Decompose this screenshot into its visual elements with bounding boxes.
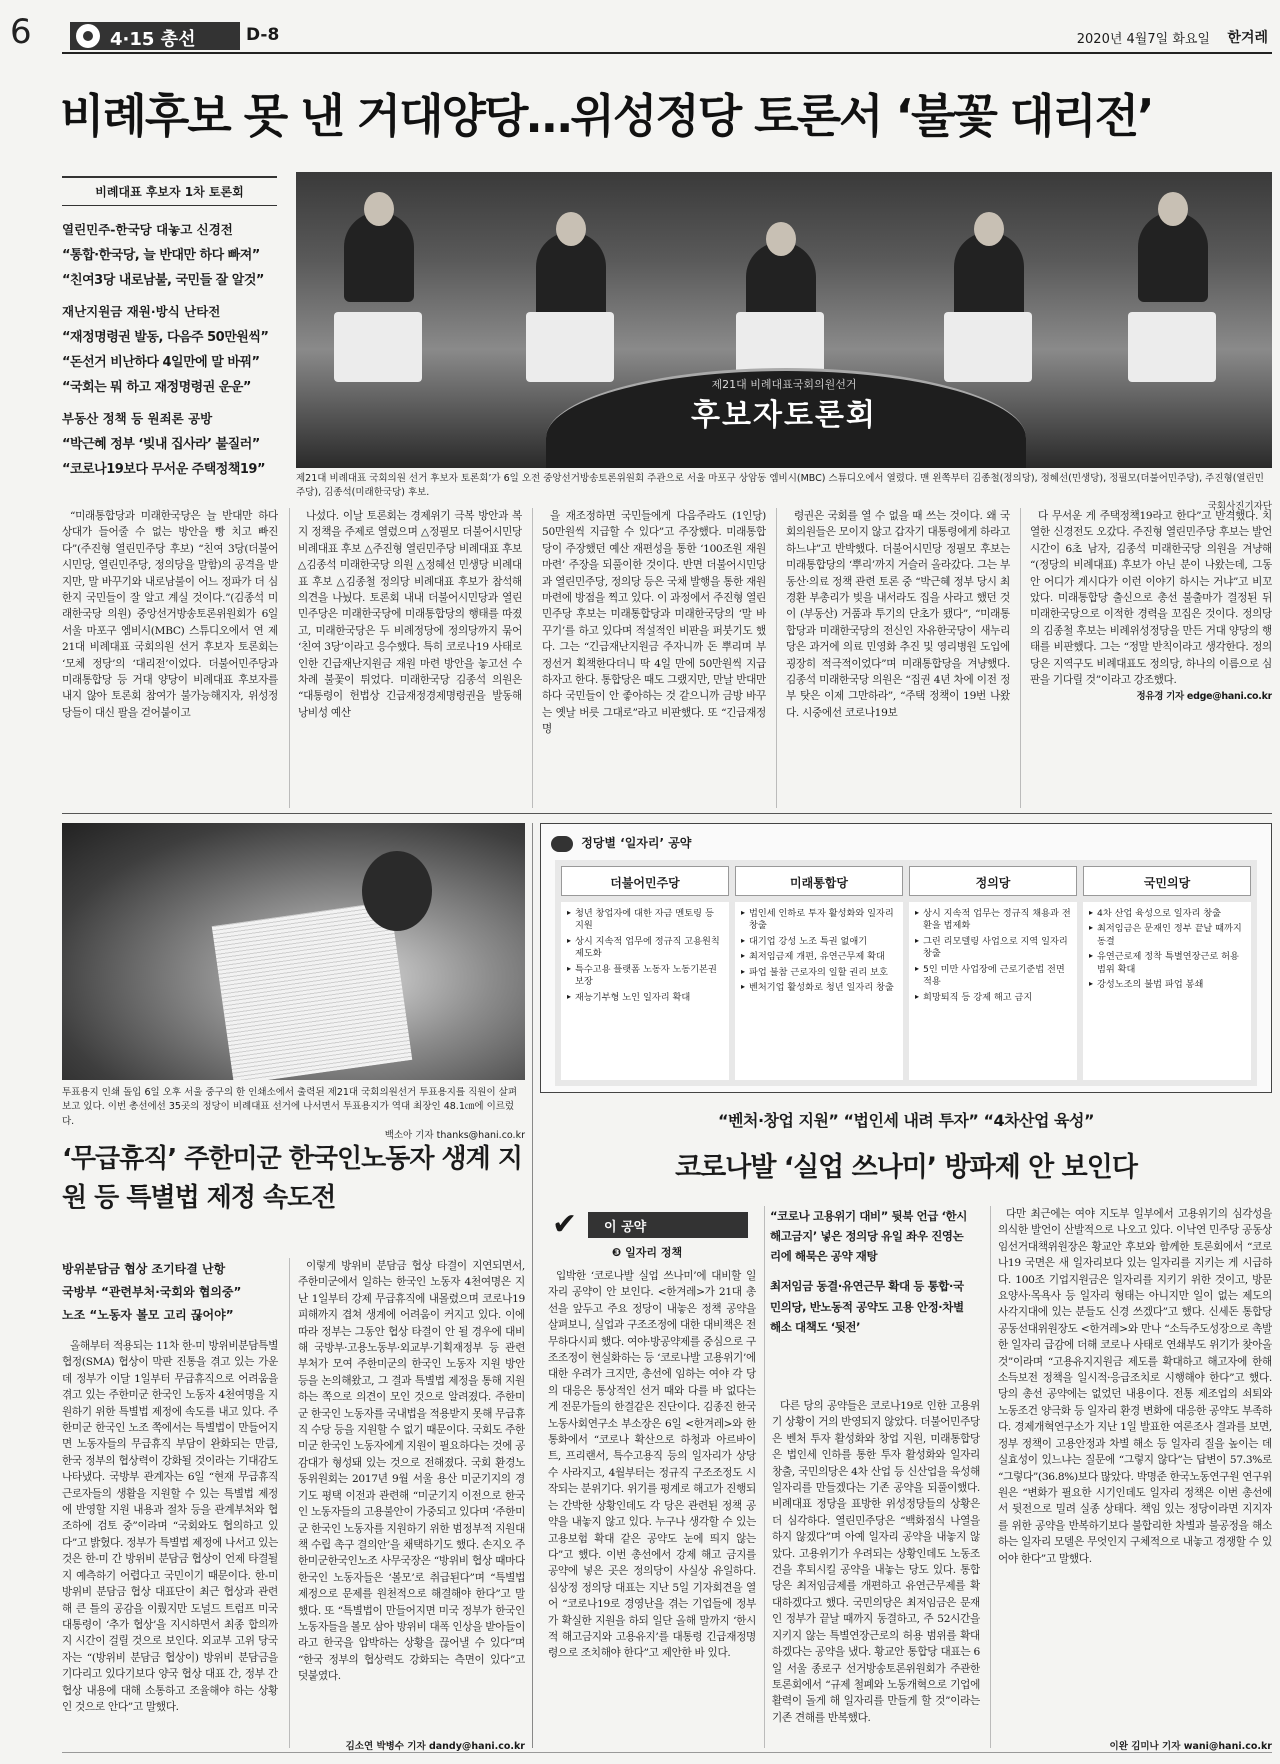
article-column — [786, 508, 1010, 808]
caption-text: 제21대 비례대표 국회의원 선거 후보자 토론회’가 6일 오전 중앙선거방송토론위원회 주관으로 서울 마포구 상암동 엠비시(MBC) 스튜디오에서 열렸다. 맨 왼쪽부터 김종철(정의당), 정혜선(민생당), 정필모(더불어민주당), 주진형(열린민주당), 김종석(미래한국당) 후보. — [296, 473, 1264, 498]
caption-text: 투표용지 인쇄 돌입 6일 오후 서울 중구의 한 인쇄소에서 출력된 제21대 국회의원선거 투표용지를 직원이 살펴보고 있다. 이번 총선에선 35곳의 정당이 비례대표 선거에 나서면서 투표용지가 역대 최장인 48.1㎝에 이르렀다. — [62, 1087, 518, 1127]
debate-summary-box — [62, 176, 277, 483]
party-name: 정의당 — [909, 866, 1077, 896]
jobs-subtitle: “코로나 고용위기 대비” 뒷북 언급 ‘한시 해고금지’ 넣은 정의당 유일 좌우 진영논리에 해묵은 공약 재탕 — [770, 1209, 967, 1264]
pledge-item: ▸ 희망퇴직 등 강제 해고 금지 — [915, 992, 1071, 1004]
usfk-subtitles — [62, 1258, 277, 1326]
column-divider — [289, 508, 290, 808]
usfk-subtitle: 방위분담금 협상 조기타결 난항 — [62, 1262, 226, 1276]
masthead-rule — [62, 52, 1272, 54]
summary-quote: “재정명령권 발동, 다음주 50만원씩” — [62, 330, 269, 345]
debate-photo — [296, 172, 1272, 468]
article-text: 이렇게 방위비 분담금 협상 타결이 지연되면서, 주한미군에서 일하는 한국인 노동자 4천여명은 지난 1일부터 강제 무급휴직에 내몰렸으며 코로나19 피해까지 겹쳐 생계에 어려움이 커지고 있다. 이에 따라 정부는 그동안 협상 타결이 안 될 경우에 대비해 국방부·고용노동부·외교부·기획재정부 등 관련 부처가 모여 주한미군의 한국인 노동자 지원 방안 등을 논의해왔고, 그 결과 특별법 제정을 통해 지원하는 쪽으로 의견이 모인 것으로 알려졌다. 주한미군 한국인 노동자를 국내법을 적용받지 못해 무급휴직 수당 등을 지원할 수 없기 때문이다. 국회도 주한미군 한국인 노동자에게 지원이 필요하다는 것에 공감대가 형성돼 있는 것으로 전해졌다. 국회 환경노동위원회는 2017년 9월 서울 용산 미군기지의 경기도 평택 이전과 관련해 “미군기지 이전으로 한국인 노동자들의 고용불안이 가중되고 있다며 ‘주한미군 한국인 노동자를 지원하기 위한 범정부적 지원대책 수립 촉구 결의안’을 채택하기도 했다. 손지오 주한미군한국인노조 사무국장은 “방위비 협상 때마다 한국인 노동자들은 ‘볼모’로 취급된다”며 “특별법 제정으로 문제를 원천적으로 해결해야 한다”고 말했다. 또 “특별법이 만들어지면 미국 정부가 한국인 노동자들을 볼모 삼아 방위비 대폭 인상을 받아들이라고 한국을 압박하는 상황을 끊어낼 수 있다”며 “한국 정부의 협상력도 강화되는 측면이 있다”고 덧붙였다. — [298, 1260, 525, 1683]
article-column — [298, 1258, 525, 1736]
column-divider — [990, 1206, 991, 1748]
candidate-head — [974, 212, 1004, 246]
podium — [526, 312, 614, 382]
article-column — [62, 1338, 278, 1748]
article-text: 다른 당의 공약들은 코로나19로 인한 고용위기 상황이 거의 반영되지 않았다. 더불어민주당은 벤처 투자 활성화와 창업 지원, 미래통합당은 법인세 인하를 통한 투자 활성화와 일자리 창출, 국민의당은 4차 산업 등 신산업을 육성해 일자리를 만들겠다는 기존 공약을 되풀이했다. 비례대표 정당을 표방한 위성정당들의 상황은 더 심각하다. 열린민주당은 “백화점식 나열을 하지 않겠다”며 아예 일자리 공약을 내놓지 않았다. 고용위기가 우려되는 상황인데도 노동조건을 후퇴시킬 공약을 내놓는 당도 있다. 통합당은 최저임금제를 개편하고 유연근무제를 확대하겠다고 했다. 국민의당은 최저임금은 문재인 정부가 끝날 때까지 동결하고, 주 52시간을 지키지 않는 특별연장근로의 허용 범위를 확대하겠다는 공약을 냈다. 황교안 통합당 대표는 6일 서울 종로구 선거방송토론위원회가 주관한 토론회에서 “규제 철폐와 노동개혁으로 기업에 활력이 돌게 해 일자리를 만들게 할 것”이라는 기존 견해를 반복했다. — [772, 1400, 980, 1724]
pledge-item: ▸ 최저임금은 문재인 정부 끝날 때까지 동결 — [1089, 923, 1245, 948]
article-column — [542, 508, 766, 808]
pledge-item: ▸ 4차 산업 육성으로 일자리 창출 — [1089, 908, 1245, 920]
article-text: 입박한 ‘코로나발 실업 쓰나미’에 대비할 일자리 공약이 안 보인다. <한겨레>가 21대 총선을 앞두고 주요 정당이 내놓은 정책 공약을 살펴보니, 실업과 구조조정에 대한 대비책은 전무하다시피 했다. 여야·방공약제를 중심으로 구조조정이 현실화하는 등 ‘코로나발 고용위기’에 대한 우려가 크지만, 총선에 임하는 여야 각 당의 대응은 통상적인 선거 때와 다를 바 없다는 게 전문가들의 한결같은 진단이다. 김종진 한국노동사회연구소 부소장은 6일 <한겨레>와 한 통화에서 “코로나 확산으로 하청과 아르바이트, 프리랜서, 특수고용직 등의 일자리가 상당수 사라지고, 4월부터는 정규직 구조조정도 시작되는 분위기다. 위기를 평계로 해고가 진행되는 간박한 상황인데도 각 당은 관련된 정책 공약을 내놓지 않고 있다. 누구나 생각할 수 있는 고용보험 확대 같은 공약도 눈에 띄지 않는다”고 했다. 이번 총선에서 강제 해고 금지를 공약에 넣은 곳은 정의당이 사실상 유일하다. 심상정 정의당 대표는 지난 5일 기자회견을 열어 “코로나19로 경영난을 겪는 기업들에 정부가 확실한 지원을 하되 일단 올해 말까지 ‘한시적 해고금지와 고용유지’를 대통령 긴급재정명령으로 조치해야 한다”고 제안한 바 있다. — [548, 1270, 756, 1660]
summary-group — [62, 220, 277, 288]
pledge-subtitle: ❸ 일자리 정책 — [612, 1246, 683, 1259]
ballot-sheet — [212, 901, 413, 1080]
candidate-head — [364, 192, 394, 226]
pledge-tab: 이 공약 — [588, 1212, 748, 1238]
ballot-print-photo — [62, 823, 525, 1080]
article-text: 다 무서운 게 주택정책19라고 한다”고 반격했다. 치열한 신경전도 오갔다. 주진형 열린민주당 후보는 발언 시간이 6초 남자, 김종석 미래한국당 의원을 겨냥해 “(정당의 비례대표) 후보가 아닌 분이 나왔는데, 그동안 어디가 계시다가 이런 이야기 하시는 거냐”고 비꼬았다. 미래통합당 출신으로 총선 불출마가 결정된 뒤 미래한국당으로 이적한 경력을 꼬집은 것이다. 정의당의 김종철 후보는 비례위성정당을 만든 거대 양당의 행태를 비판했다. 그는 “정말 반칙이라고 생각한다. 정의당은 지역구도 비례대표도 정의당, 하나의 이름으로 심판을 기다릴 것”이라고 강조했다. — [1030, 510, 1272, 687]
summary-header: 비례대표 후보자 1차 토론회 — [62, 176, 277, 206]
summary-group — [62, 302, 277, 395]
jobs-quote-line: “벤처·창업 지원” “법인세 내려 투자” “4차산업 육성” — [718, 1111, 1094, 1130]
pledge-list — [561, 902, 729, 1080]
pledge-item: ▸ 상시 지속적 업무에 정규직 고용원칙 제도화 — [567, 936, 723, 961]
party-name: 더불어민주당 — [561, 866, 729, 896]
pledge-item: ▸ 그린 리모델링 사업으로 지역 일자리 창출 — [915, 936, 1071, 961]
pledge-item: ▸ 청년 창업자에 대한 자금 멘토링 등 지원 — [567, 908, 723, 933]
party-name: 국민의당 — [1083, 866, 1251, 896]
summary-group-title: 부동산 정책 등 원죄론 공방 — [62, 411, 213, 426]
summary-group-title: 재난지원금 재원·방식 난타전 — [62, 304, 221, 319]
byline: 김소연 박병수 기자 dandy@hani.co.kr — [345, 1741, 525, 1752]
pledge-list — [735, 902, 903, 1080]
jobs-box-title — [551, 834, 691, 852]
party-column — [1083, 866, 1251, 1080]
article-text: 나섰다. 이날 토론회는 경제위기 극복 방안과 복지 정책을 주제로 열렸으며 △정필모 더불어시민당 비례대표 후보 △주진형 열린민주당 비례대표 후보 △김종석 미래한국당 의원 △정혜선 민생당 비례대표 후보 △김종철 정의당 비례대표 후보가 참석해 의견을 나눴다. 토론회 내내 더불어시민당과 열린민주당은 미래한국당에 미래통합당의 행태를 따졌고, 미래한국당은 두 비례정당에 정의당까지 묶어 ‘친여 3당’이라고 응수했다. 특히 코로나19 사태로 인한 긴급재난지원금 재원 마련 방안을 놓고선 수차례 불꽃이 튀었다. 미래한국당 김종석 의원은 “대통령이 헌법상 긴급재정경제명령권을 발동해 낭비성 예산 — [298, 510, 522, 719]
pledge-item: ▸ 강성노조의 불법 파업 봉쇄 — [1089, 979, 1245, 991]
pledge-item: ▸ 유연근로제 정착 특별연장근로 허용범위 확대 — [1089, 951, 1245, 976]
column-divider — [532, 823, 533, 1748]
summary-quote: “친여3당 내로남불, 국민들 잘 알것” — [62, 273, 264, 288]
party-column — [561, 866, 729, 1080]
checkmark-icon: ✔ — [552, 1207, 578, 1242]
pledge-list — [1083, 902, 1251, 1080]
byline: 정유경 기자 edge@hani.co.kr — [1136, 691, 1272, 703]
masthead — [0, 0, 1280, 52]
podium — [944, 312, 1032, 382]
jobs-headline: 코로나발 ‘실업 쓰나미’ 방파제 안 보인다 — [675, 1152, 1137, 1183]
summary-quote: “돈선거 비난하다 4일만에 말 바꿔” — [62, 355, 260, 370]
podium — [1128, 312, 1216, 382]
party-column — [735, 866, 903, 1080]
pledge-item: ▸ 법인세 인하로 투자 활성화와 일자리 창출 — [741, 908, 897, 933]
article-column — [548, 1268, 756, 1748]
stage-title: 후보자토론회 — [691, 398, 877, 433]
pledge-item: ▸ 재능기부형 노인 일자리 확대 — [567, 992, 723, 1004]
article-text: 령권은 국회를 열 수 없을 때 쓰는 것이다. 왜 국회의원들은 모이지 않고 갑자기 대통령에게 하라고 하느냐”고 반박했다. 더불어시민당 정필모 후보는 미래통합당의 ‘뿌리’까지 거슬러 올라갔다. 그는 부동산·의료 정책 관련 토론 중 “박근혜 정부 당시 최경환 부총리가 빚을 내서라도 집을 사라고 했던 것이 (부동산) 거품과 투기의 단초가 됐다”, “미래통합당과 미래한국당의 전신인 자유한국당이 새누리당은 과거에 의료 민영화 추진 및 영리병원 도입에 굉장히 적극적이었다”며 미래통합당을 겨냥했다. 김종석 미래한국당 의원은 “집권 4년 차에 이전 정부 탓은 이제 그만하라”, “주택 정책이 19번 나왔다. 시중에선 코로나19보 — [786, 510, 1010, 719]
column-divider — [289, 1258, 290, 1748]
main-headline: 비례후보 못 낸 거대양당…위성정당 토론서 ‘불꽃 대리전’ — [60, 89, 1153, 143]
column-divider — [764, 1206, 765, 1748]
summary-group — [62, 409, 277, 477]
podium — [334, 312, 422, 382]
pledge-item: ▸ 파업 불참 근로자의 일할 권리 보호 — [741, 967, 897, 979]
summary-quote: “박근혜 정부 ‘빚내 집사라’ 불질러” — [62, 437, 260, 452]
section-divider — [62, 813, 1272, 814]
label-badge-icon — [551, 836, 573, 852]
article-column — [998, 1206, 1272, 1734]
column-divider — [776, 508, 777, 808]
usfk-subtitle: 노조 “노동자 볼모 고리 끊어야” — [62, 1307, 234, 1322]
article-text: “미래통합당과 미래한국당은 늘 반대만 하다 상대가 들어줄 수 없는 방안을 빵 치고 빠진다”(주진형 열린민주당 후보) “친여 3당(더불어시민당, 열린민주당, 정의당을 말함)의 공격을 받지만, 말 바꾸기와 내로남불이 어느 정파가 더 심한지 국민들이 잘 알고 계실 것이다.”(김종석 미래한국당 의원) 중앙선거방송토론위원회가 6일 서울 마포구 엠비시(MBC) 스튜디오에서 연 제21대 비례대표 국회의원 선거 후보자 토론회는 ‘모체 정당’의 ‘대리전’이었다. 더불어민주당과 미래통합당 등 거대 양당이 비례대표 후보자를 내지 않아 토론회 참여가 불가능해지자, 위성정당들이 대신 팔을 걷어붙이고 — [62, 510, 278, 719]
pledge-item: ▸ 벤처기업 활성화로 청년 일자리 창출 — [741, 982, 897, 994]
party-column — [909, 866, 1077, 1080]
section-logo-icon — [76, 24, 100, 48]
usfk-headline: ‘무급휴직’ 주한미군 한국인노동자 생계 지원 등 특별법 제정 속도전 — [62, 1144, 522, 1213]
summary-quote: “국회는 뭐 하고 재정명령권 운운” — [62, 380, 251, 395]
candidate-head — [556, 212, 586, 246]
jobs-subtitle: 최저임금 동결·유연근무 확대 등 통합·국민의당, 반노동적 공약도 고용 안정·차별 해소 대책도 ‘뒷전’ — [770, 1279, 964, 1334]
section-label: 4·15 총선 — [110, 29, 196, 50]
paper-name: 한겨레 — [1227, 30, 1268, 46]
candidate-head — [1158, 192, 1188, 226]
article-text: 다만 최근에는 여야 지도부 일부에서 고용위기의 심각성을 의식한 발언이 산발적으로 나오고 있다. 이낙연 민주당 공동상임선거대책위원장은 황교안 후보와 함께한 토론회에서 “코로나19 국면은 새 일자리보다 있는 일자리를 지키는 게 시급하다. 100조 기업지원금은 일자리를 지키기 위한 것이고, 방문요양사·목욕사 등 일자리 형태는 아니지만 일이 없는 제도의 사각지대에 있는 분들도 신경 쓰겠다”고 했다. 신세돈 통합당 공동선대위원장도 <한겨레>와 만나 “소득주도성장으로 촉발한 일자리 급감에 더해 코로나 사태로 연쇄부도 위기가 찾아올 것”이라며 “고용유지지원금 제도를 확대하고 해고자에 한해 소득보전 정책을 일시적·응급조치로 시행해야 한다”고 했다. 당의 총선 공약에는 없었던 내용이다. 전통 제조업의 쇠퇴와 노동조건 양극화 등 일자리 환경 변화에 대응한 공약도 부족하다. 경제개혁연구소가 지난 1일 발표한 여론조사 결과를 보면, 정부 정책이 고용안정과 차별 해소 등 일자리 질을 높이는 데 실효성이 있느냐는 질문에 “그렇지 않다”는 답변이 57.3%로 “그렇다”(36.8%)보다 많았다. 박명준 한국노동연구원 연구위원은 “변화가 필요한 시기인데도 일자리 정책은 이번 총선에서 뒷전으로 밀려 실종 상태다. 책임 있는 정당이라면 지지자를 위한 공약을 반복하기보다 불합리한 차별과 불공정을 해소하는 일자리 모델은 무엇인지 구체적으로 내놓고 경쟁할 수 있어야 한다”고 말했다. — [998, 1208, 1272, 1565]
article-text: 을 재조정하면 국민들에게 다음주라도 (1인당) 50만원씩 지급할 수 있다”고 주장했다. 미래통합당이 주장했던 예산 재편성을 통한 ‘100조원 재원 마련’ 주장을 되풀이한 것이다. 반면 더불어시민당과 열린민주당, 정의당 등은 국채 발행을 통한 재원 마련에 방점을 찍고 있다. 이 과정에서 주진형 열린민주당 후보는 미래통합당과 미래한국당의 ‘말 바꾸기’를 하고 있다며 적설적인 비판을 퍼붓기도 했다. 그는 “긴급재난지원금 주자니까 돈 뿌리며 부정선거 획책한다더니 딱 4일 만에 50만원씩 지급하자고 한다. 통합당은 때도 그랬지만, 만날 반대만 하다 국민들이 안 좋아하는 것 같으니까 금방 바꾸는 옛날 버릇 그대로”라고 비판했다. 또 “긴급재정명 — [542, 510, 766, 736]
party-jobs-pledge-box — [540, 823, 1272, 1093]
column-divider — [532, 508, 533, 808]
summary-quote: “코로나19보다 무서운 주택정책19” — [62, 462, 266, 477]
jobs-subtitles — [770, 1206, 970, 1347]
party-name: 미래통합당 — [735, 866, 903, 896]
article-column — [298, 508, 522, 808]
pledge-item: ▸ 특수고용 플랫폼 노동자 노동기본권 보장 — [567, 964, 723, 989]
pledge-series-label — [548, 1202, 756, 1260]
column-divider — [1020, 508, 1021, 808]
summary-quote: “통합·한국당, 늘 반대만 하다 빠져” — [62, 248, 260, 263]
usfk-subtitle: 국방부 “관련부처·국회와 협의중” — [62, 1284, 242, 1299]
jobs-box-title-text: 정당별 ‘일자리’ 공약 — [581, 836, 692, 850]
page-bottom-rule — [62, 1752, 1272, 1753]
worker-figure — [362, 851, 432, 931]
stage-subtitle: 제21대 비례대표국회의원선거 — [711, 378, 857, 391]
summary-group-title: 열린민주-한국당 대놓고 신경전 — [62, 222, 233, 237]
article-text: 올해부터 적용되는 11차 한-미 방위비분담특별협정(SMA) 협상이 막판 진통을 겪고 있는 가운데 정부가 이달 1일부터 무급휴직으로 어려움을 겪고 있는 주한미군 한국인 노동자 4천여명을 지원하기 위한 특별법 제정에 속도를 내고 있다. 주한미군 한국인 노조 쪽에서는 특별법이 만들어지면 노동자들의 무급휴직 부담이 완화되는 만큼, 한국 정부의 협상력이 강화될 것이라는 기대감도 나타냈다. 국방부 관계자는 6일 “현재 무급휴직 근로자들의 생활을 지원할 수 있는 특별법 제정에 반영할 지원 내용과 절차 등을 관계부처와 협조하에 검토 중”이라며 “국회와도 협의하고 있다”고 밝혔다. 정부가 특별법 제정에 나서고 있는 것은 한-미 간 방위비 분담금 협상이 언제 타결될지 예측하기 어렵다고 국민이기 때문이다. 한-미 방위비 분담금 협상 대표단이 최근 협상과 관련해 큰 틀의 공감을 이뤘지만 도널드 트럼프 미국 대통령이 ‘추가 협상’을 지시하면서 최종 합의까지 시간이 걸릴 것으로 보인다. 외교부 고위 당국자는 “(방위비 분담금 협상이) 방위비 분담금을 기다리고 있다기보다 양국 협상 대표 간, 정부 간 협상 내용에 대해 소통하고 조율해야 하는 상황인 것으로 안다”고 말했다. — [62, 1340, 278, 1713]
publication-date: 2020년 4월7일 화요일 — [1076, 32, 1210, 47]
candidate-head — [766, 222, 796, 256]
byline: 이완 김미나 기자 wani@hani.co.kr — [1109, 1741, 1272, 1752]
page-code: D-8 — [246, 25, 280, 45]
section-tag — [70, 22, 240, 50]
pledge-item: ▸ 상시 지속적 업무는 정규직 채용과 전환을 법제화 — [915, 908, 1071, 933]
print-photo-caption — [62, 1086, 525, 1143]
pledge-list — [909, 902, 1077, 1080]
article-column — [772, 1398, 980, 1748]
pledge-item: ▸ 대기업 강성 노조 특권 없애기 — [741, 936, 897, 948]
photo-credit: 국회사진기자단 — [1207, 500, 1272, 512]
article-column — [1030, 508, 1272, 808]
page-number: 6 — [10, 12, 32, 52]
photo-credit: 백소아 기자 thanks@hani.co.kr — [384, 1129, 525, 1141]
pledge-item: ▸ 최저임금제 개편, 유연근무제 확대 — [741, 951, 897, 963]
party-pledge-grid — [555, 860, 1257, 1086]
pledge-item: ▸ 5인 미만 사업장에 근로기준법 전면 적용 — [915, 964, 1071, 989]
article-column — [62, 508, 278, 808]
